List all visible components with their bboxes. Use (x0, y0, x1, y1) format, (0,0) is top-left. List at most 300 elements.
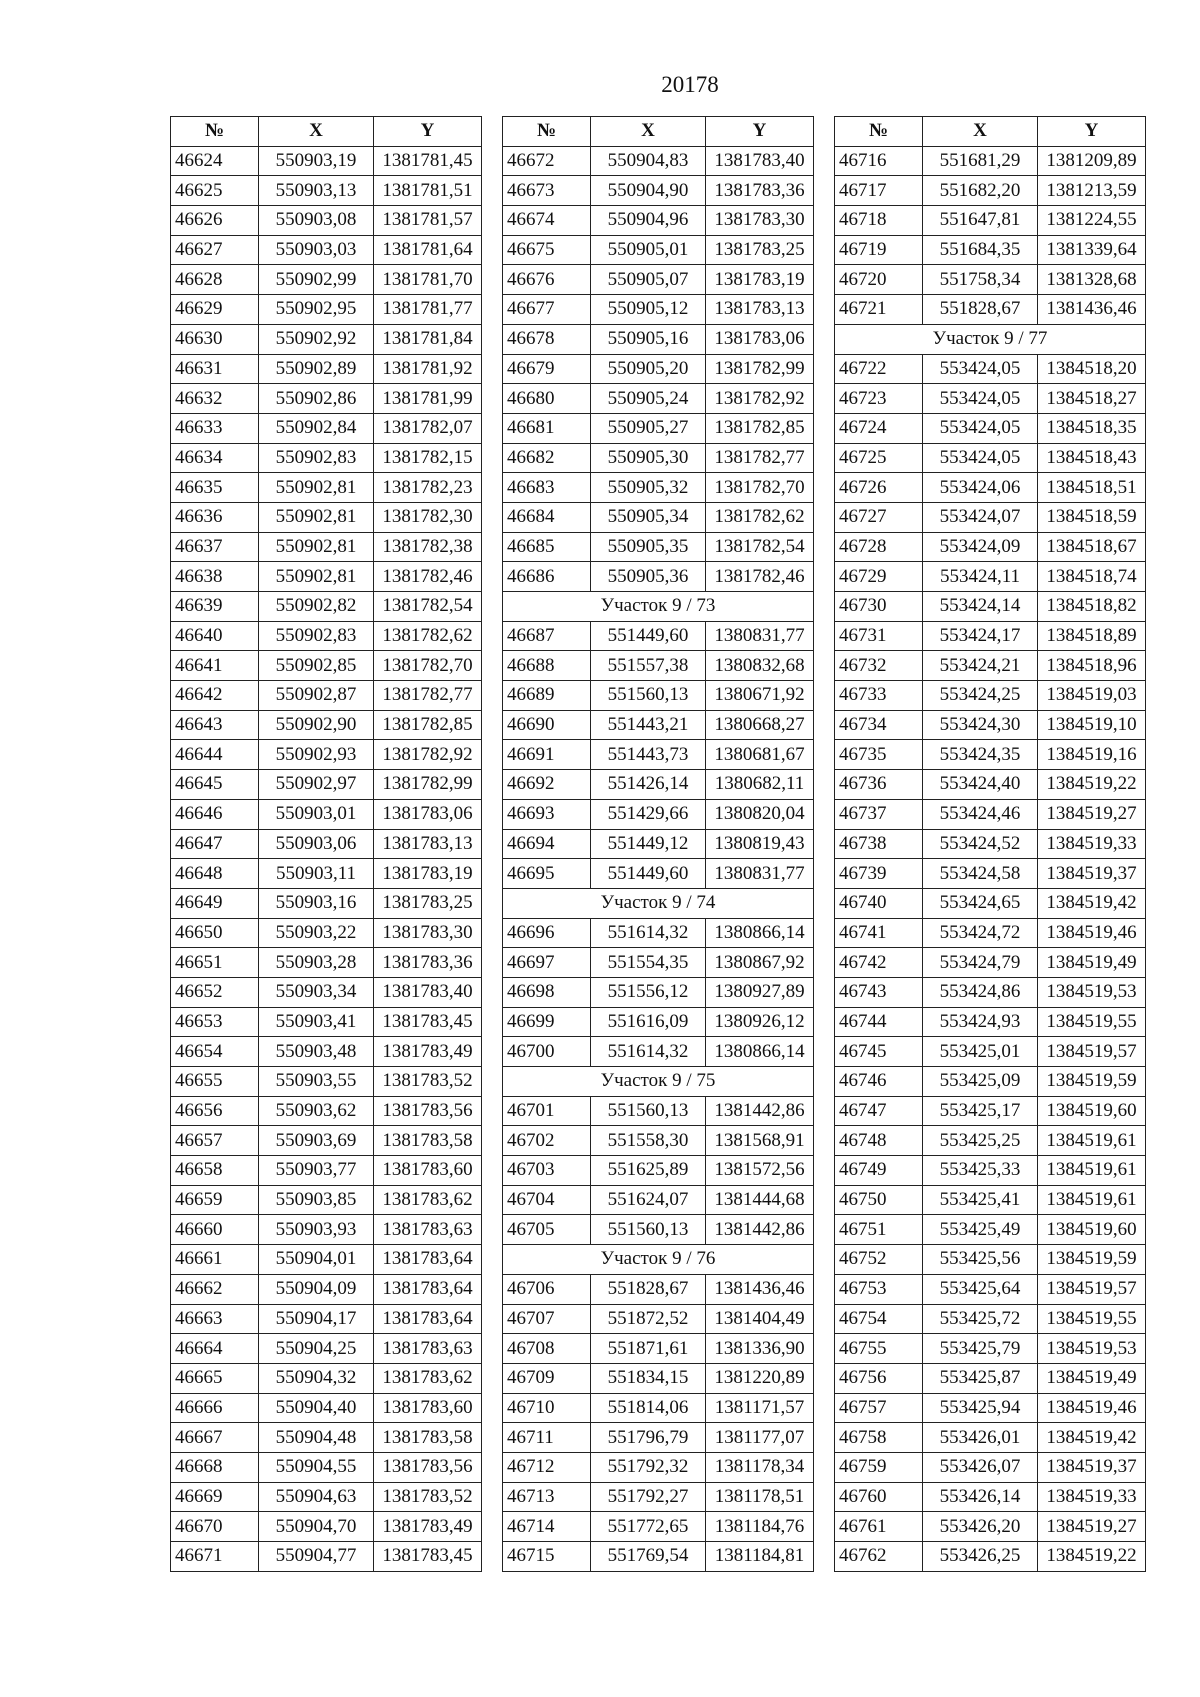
x-coordinate-cell: 550904,90 (591, 176, 706, 206)
point-number-cell: 46757 (835, 1393, 923, 1423)
x-coordinate-cell: 550903,85 (259, 1185, 374, 1215)
point-number-cell: 46743 (835, 977, 923, 1007)
x-coordinate-cell: 550905,36 (591, 562, 706, 592)
table-row (171, 1304, 482, 1334)
y-coordinate-cell: 1381444,68 (706, 1185, 814, 1215)
table-row (835, 413, 1146, 443)
point-number-cell: 46626 (171, 206, 259, 236)
point-number-cell: 46691 (503, 740, 591, 770)
point-number-cell: 46728 (835, 532, 923, 562)
header-number: № (503, 117, 591, 147)
point-number-cell: 46650 (171, 918, 259, 948)
point-number-cell: 46686 (503, 562, 591, 592)
point-number-cell: 46717 (835, 176, 923, 206)
x-coordinate-cell: 551624,07 (591, 1185, 706, 1215)
table-row (171, 770, 482, 800)
y-coordinate-cell: 1384518,74 (1038, 562, 1146, 592)
y-coordinate-cell: 1381404,49 (706, 1304, 814, 1334)
x-coordinate-cell: 553424,05 (923, 354, 1038, 384)
y-coordinate-cell: 1384519,33 (1038, 829, 1146, 859)
point-number-cell: 46734 (835, 710, 923, 740)
point-number-cell: 46631 (171, 354, 259, 384)
point-number-cell: 46709 (503, 1363, 591, 1393)
point-number-cell: 46716 (835, 146, 923, 176)
table-row (503, 1185, 814, 1215)
table-row (171, 443, 482, 473)
x-coordinate-cell: 550903,01 (259, 799, 374, 829)
table-row (171, 977, 482, 1007)
x-coordinate-cell: 550903,69 (259, 1126, 374, 1156)
point-number-cell: 46641 (171, 651, 259, 681)
header-x: X (591, 117, 706, 147)
table-row (171, 146, 482, 176)
y-coordinate-cell: 1381442,86 (706, 1215, 814, 1245)
x-coordinate-cell: 551792,27 (591, 1482, 706, 1512)
table-row (835, 1274, 1146, 1304)
x-coordinate-cell: 550903,11 (259, 859, 374, 889)
table-row (835, 770, 1146, 800)
point-number-cell: 46707 (503, 1304, 591, 1334)
y-coordinate-cell: 1381178,34 (706, 1452, 814, 1482)
point-number-cell: 46633 (171, 413, 259, 443)
point-number-cell: 46739 (835, 859, 923, 889)
x-coordinate-cell: 553424,05 (923, 443, 1038, 473)
x-coordinate-cell: 550902,81 (259, 502, 374, 532)
point-number-cell: 46687 (503, 621, 591, 651)
x-coordinate-cell: 550903,28 (259, 948, 374, 978)
point-number-cell: 46729 (835, 562, 923, 592)
table-row (835, 1096, 1146, 1126)
point-number-cell: 46693 (503, 799, 591, 829)
y-coordinate-cell: 1381171,57 (706, 1393, 814, 1423)
x-coordinate-cell: 553424,07 (923, 502, 1038, 532)
table-row (835, 384, 1146, 414)
point-number-cell: 46711 (503, 1423, 591, 1453)
table-row (171, 1007, 482, 1037)
point-number-cell: 46724 (835, 413, 923, 443)
x-coordinate-cell: 550903,77 (259, 1156, 374, 1186)
y-coordinate-cell: 1381783,19 (374, 859, 482, 889)
table-row (171, 473, 482, 503)
point-number-cell: 46699 (503, 1007, 591, 1037)
point-number-cell: 46749 (835, 1156, 923, 1186)
x-coordinate-cell: 550902,83 (259, 443, 374, 473)
table-row (171, 651, 482, 681)
table-row (503, 1156, 814, 1186)
point-number-cell: 46718 (835, 206, 923, 236)
x-coordinate-cell: 553425,01 (923, 1037, 1038, 1067)
point-number-cell: 46664 (171, 1334, 259, 1364)
x-coordinate-cell: 551834,15 (591, 1363, 706, 1393)
point-number-cell: 46671 (171, 1542, 259, 1572)
table-row (835, 948, 1146, 978)
table-row (503, 710, 814, 740)
table-row (171, 1512, 482, 1542)
point-number-cell: 46651 (171, 948, 259, 978)
y-coordinate-cell: 1380927,89 (706, 977, 814, 1007)
x-coordinate-cell: 551443,73 (591, 740, 706, 770)
table-row (835, 1215, 1146, 1245)
header-row (171, 117, 482, 147)
table-row (835, 206, 1146, 236)
y-coordinate-cell: 1384519,49 (1038, 1363, 1146, 1393)
y-coordinate-cell: 1380832,68 (706, 651, 814, 681)
y-coordinate-cell: 1381782,46 (374, 562, 482, 592)
table-row (835, 918, 1146, 948)
point-number-cell: 46681 (503, 413, 591, 443)
y-coordinate-cell: 1381783,58 (374, 1423, 482, 1453)
table-row (171, 1452, 482, 1482)
x-coordinate-cell: 553425,64 (923, 1274, 1038, 1304)
point-number-cell: 46689 (503, 681, 591, 711)
y-coordinate-cell: 1381781,84 (374, 324, 482, 354)
table-row (835, 235, 1146, 265)
x-coordinate-cell: 550904,77 (259, 1542, 374, 1572)
section-row (503, 1067, 814, 1097)
table-row (503, 770, 814, 800)
y-coordinate-cell: 1381782,99 (374, 770, 482, 800)
table-row (171, 799, 482, 829)
point-number-cell: 46715 (503, 1542, 591, 1572)
point-number-cell: 46662 (171, 1274, 259, 1304)
coordinates-table-3 (834, 116, 1146, 1572)
y-coordinate-cell: 1381783,36 (706, 176, 814, 206)
table-row (171, 681, 482, 711)
y-coordinate-cell: 1381184,81 (706, 1542, 814, 1572)
table-row (171, 1542, 482, 1572)
x-coordinate-cell: 550902,89 (259, 354, 374, 384)
point-number-cell: 46719 (835, 235, 923, 265)
table-row (171, 918, 482, 948)
x-coordinate-cell: 553425,41 (923, 1185, 1038, 1215)
y-coordinate-cell: 1381783,60 (374, 1156, 482, 1186)
x-coordinate-cell: 553426,14 (923, 1482, 1038, 1512)
x-coordinate-cell: 551828,67 (923, 295, 1038, 325)
x-coordinate-cell: 550904,55 (259, 1452, 374, 1482)
section-title: Участок 9 / 74 (503, 888, 814, 918)
point-number-cell: 46727 (835, 502, 923, 532)
x-coordinate-cell: 550905,30 (591, 443, 706, 473)
table-row (171, 1245, 482, 1275)
y-coordinate-cell: 1384519,59 (1038, 1245, 1146, 1275)
x-coordinate-cell: 553425,17 (923, 1096, 1038, 1126)
table-row (503, 1452, 814, 1482)
x-coordinate-cell: 551426,14 (591, 770, 706, 800)
x-coordinate-cell: 550903,19 (259, 146, 374, 176)
point-number-cell: 46704 (503, 1185, 591, 1215)
y-coordinate-cell: 1381783,58 (374, 1126, 482, 1156)
point-number-cell: 46637 (171, 532, 259, 562)
x-coordinate-cell: 550902,87 (259, 681, 374, 711)
table-row (503, 1037, 814, 1067)
point-number-cell: 46640 (171, 621, 259, 651)
table-row (835, 295, 1146, 325)
table-row (171, 1156, 482, 1186)
x-coordinate-cell: 551560,13 (591, 681, 706, 711)
point-number-cell: 46675 (503, 235, 591, 265)
y-coordinate-cell: 1384519,37 (1038, 859, 1146, 889)
y-coordinate-cell: 1381336,90 (706, 1334, 814, 1364)
y-coordinate-cell: 1384519,42 (1038, 1423, 1146, 1453)
table-row (171, 532, 482, 562)
point-number-cell: 46679 (503, 354, 591, 384)
table-row (835, 265, 1146, 295)
section-row (503, 888, 814, 918)
table-row (503, 502, 814, 532)
y-coordinate-cell: 1381783,19 (706, 265, 814, 295)
point-number-cell: 46712 (503, 1452, 591, 1482)
point-number-cell: 46678 (503, 324, 591, 354)
y-coordinate-cell: 1381783,25 (706, 235, 814, 265)
table-row (835, 562, 1146, 592)
table-row (503, 1393, 814, 1423)
x-coordinate-cell: 551554,35 (591, 948, 706, 978)
table-row (171, 502, 482, 532)
x-coordinate-cell: 550905,20 (591, 354, 706, 384)
y-coordinate-cell: 1380681,67 (706, 740, 814, 770)
x-coordinate-cell: 553424,65 (923, 888, 1038, 918)
header-row (835, 117, 1146, 147)
header-x: X (923, 117, 1038, 147)
table-row (171, 710, 482, 740)
table-row (503, 295, 814, 325)
point-number-cell: 46658 (171, 1156, 259, 1186)
point-number-cell: 46721 (835, 295, 923, 325)
x-coordinate-cell: 551449,12 (591, 829, 706, 859)
y-coordinate-cell: 1380866,14 (706, 918, 814, 948)
table-row (835, 1126, 1146, 1156)
x-coordinate-cell: 550902,81 (259, 473, 374, 503)
x-coordinate-cell: 550904,32 (259, 1363, 374, 1393)
table-row (503, 859, 814, 889)
table-row (171, 740, 482, 770)
header-row (503, 117, 814, 147)
point-number-cell: 46636 (171, 502, 259, 532)
x-coordinate-cell: 553425,49 (923, 1215, 1038, 1245)
x-coordinate-cell: 550902,85 (259, 651, 374, 681)
point-number-cell: 46630 (171, 324, 259, 354)
point-number-cell: 46644 (171, 740, 259, 770)
y-coordinate-cell: 1381781,57 (374, 206, 482, 236)
table-row (171, 1126, 482, 1156)
point-number-cell: 46752 (835, 1245, 923, 1275)
point-number-cell: 46688 (503, 651, 591, 681)
section-row (835, 324, 1146, 354)
x-coordinate-cell: 551828,67 (591, 1274, 706, 1304)
x-coordinate-cell: 550904,63 (259, 1482, 374, 1512)
table-row (835, 443, 1146, 473)
header-number: № (171, 117, 259, 147)
table-row (503, 799, 814, 829)
x-coordinate-cell: 551796,79 (591, 1423, 706, 1453)
y-coordinate-cell: 1381781,92 (374, 354, 482, 384)
x-coordinate-cell: 550902,95 (259, 295, 374, 325)
table-row (503, 146, 814, 176)
table-row (835, 681, 1146, 711)
x-coordinate-cell: 550902,81 (259, 562, 374, 592)
point-number-cell: 46635 (171, 473, 259, 503)
point-number-cell: 46666 (171, 1393, 259, 1423)
point-number-cell: 46755 (835, 1334, 923, 1364)
table-row (503, 413, 814, 443)
point-number-cell: 46652 (171, 977, 259, 1007)
x-coordinate-cell: 550903,41 (259, 1007, 374, 1037)
header-y: Y (374, 117, 482, 147)
y-coordinate-cell: 1384519,61 (1038, 1156, 1146, 1186)
x-coordinate-cell: 553424,58 (923, 859, 1038, 889)
table-row (503, 443, 814, 473)
table-row (171, 176, 482, 206)
y-coordinate-cell: 1381782,99 (706, 354, 814, 384)
section-title: Участок 9 / 73 (503, 592, 814, 622)
y-coordinate-cell: 1384519,22 (1038, 1542, 1146, 1572)
table-row (835, 710, 1146, 740)
point-number-cell: 46702 (503, 1126, 591, 1156)
table-row (503, 1512, 814, 1542)
x-coordinate-cell: 551557,38 (591, 651, 706, 681)
y-coordinate-cell: 1384519,33 (1038, 1482, 1146, 1512)
x-coordinate-cell: 553424,05 (923, 413, 1038, 443)
y-coordinate-cell: 1381328,68 (1038, 265, 1146, 295)
y-coordinate-cell: 1384519,37 (1038, 1452, 1146, 1482)
point-number-cell: 46660 (171, 1215, 259, 1245)
y-coordinate-cell: 1381783,06 (374, 799, 482, 829)
y-coordinate-cell: 1381783,40 (374, 977, 482, 1007)
y-coordinate-cell: 1380867,92 (706, 948, 814, 978)
x-coordinate-cell: 553424,52 (923, 829, 1038, 859)
point-number-cell: 46642 (171, 681, 259, 711)
y-coordinate-cell: 1384519,61 (1038, 1126, 1146, 1156)
table-row (171, 948, 482, 978)
point-number-cell: 46742 (835, 948, 923, 978)
point-number-cell: 46639 (171, 592, 259, 622)
table-row (835, 740, 1146, 770)
x-coordinate-cell: 553424,72 (923, 918, 1038, 948)
point-number-cell: 46624 (171, 146, 259, 176)
x-coordinate-cell: 551769,54 (591, 1542, 706, 1572)
table-row (503, 206, 814, 236)
x-coordinate-cell: 550903,62 (259, 1096, 374, 1126)
point-number-cell: 46762 (835, 1542, 923, 1572)
x-coordinate-cell: 551614,32 (591, 918, 706, 948)
y-coordinate-cell: 1384519,60 (1038, 1096, 1146, 1126)
x-coordinate-cell: 553426,07 (923, 1452, 1038, 1482)
point-number-cell: 46714 (503, 1512, 591, 1542)
y-coordinate-cell: 1381177,07 (706, 1423, 814, 1453)
coordinates-table-1 (170, 116, 482, 1572)
y-coordinate-cell: 1380926,12 (706, 1007, 814, 1037)
point-number-cell: 46665 (171, 1363, 259, 1393)
x-coordinate-cell: 551872,52 (591, 1304, 706, 1334)
table-row (171, 235, 482, 265)
y-coordinate-cell: 1381178,51 (706, 1482, 814, 1512)
point-number-cell: 46700 (503, 1037, 591, 1067)
table-row (503, 681, 814, 711)
point-number-cell: 46674 (503, 206, 591, 236)
point-number-cell: 46697 (503, 948, 591, 978)
point-number-cell: 46740 (835, 888, 923, 918)
table-row (171, 621, 482, 651)
y-coordinate-cell: 1384519,61 (1038, 1185, 1146, 1215)
x-coordinate-cell: 553425,33 (923, 1156, 1038, 1186)
table-row (171, 1096, 482, 1126)
x-coordinate-cell: 551558,30 (591, 1126, 706, 1156)
point-number-cell: 46748 (835, 1126, 923, 1156)
x-coordinate-cell: 553425,72 (923, 1304, 1038, 1334)
point-number-cell: 46677 (503, 295, 591, 325)
x-coordinate-cell: 550903,48 (259, 1037, 374, 1067)
point-number-cell: 46705 (503, 1215, 591, 1245)
y-coordinate-cell: 1381782,38 (374, 532, 482, 562)
x-coordinate-cell: 550903,06 (259, 829, 374, 859)
y-coordinate-cell: 1384519,57 (1038, 1037, 1146, 1067)
x-coordinate-cell: 550904,96 (591, 206, 706, 236)
x-coordinate-cell: 550902,82 (259, 592, 374, 622)
x-coordinate-cell: 551556,12 (591, 977, 706, 1007)
point-number-cell: 46670 (171, 1512, 259, 1542)
y-coordinate-cell: 1380682,11 (706, 770, 814, 800)
x-coordinate-cell: 553424,11 (923, 562, 1038, 592)
table-row (835, 1007, 1146, 1037)
y-coordinate-cell: 1381782,85 (374, 710, 482, 740)
table-row (835, 532, 1146, 562)
x-coordinate-cell: 550903,55 (259, 1067, 374, 1097)
x-coordinate-cell: 550903,22 (259, 918, 374, 948)
table-row (171, 324, 482, 354)
point-number-cell: 46759 (835, 1452, 923, 1482)
x-coordinate-cell: 550904,70 (259, 1512, 374, 1542)
y-coordinate-cell: 1381436,46 (706, 1274, 814, 1304)
x-coordinate-cell: 553424,09 (923, 532, 1038, 562)
point-number-cell: 46682 (503, 443, 591, 473)
y-coordinate-cell: 1381783,56 (374, 1452, 482, 1482)
y-coordinate-cell: 1381783,49 (374, 1512, 482, 1542)
table-row (503, 1215, 814, 1245)
y-coordinate-cell: 1384519,57 (1038, 1274, 1146, 1304)
x-coordinate-cell: 551814,06 (591, 1393, 706, 1423)
table-row (835, 1423, 1146, 1453)
point-number-cell: 46723 (835, 384, 923, 414)
table-row (503, 977, 814, 1007)
point-number-cell: 46732 (835, 651, 923, 681)
x-coordinate-cell: 550902,83 (259, 621, 374, 651)
table-row (503, 265, 814, 295)
x-coordinate-cell: 553426,01 (923, 1423, 1038, 1453)
table-row (503, 740, 814, 770)
table-row (171, 206, 482, 236)
y-coordinate-cell: 1381783,56 (374, 1096, 482, 1126)
table-row (171, 1363, 482, 1393)
table-row (835, 1304, 1146, 1334)
point-number-cell: 46629 (171, 295, 259, 325)
table-row (171, 295, 482, 325)
y-coordinate-cell: 1381783,30 (374, 918, 482, 948)
section-title: Участок 9 / 75 (503, 1067, 814, 1097)
point-number-cell: 46657 (171, 1126, 259, 1156)
x-coordinate-cell: 550903,16 (259, 888, 374, 918)
y-coordinate-cell: 1381781,99 (374, 384, 482, 414)
x-coordinate-cell: 553426,25 (923, 1542, 1038, 1572)
point-number-cell: 46656 (171, 1096, 259, 1126)
point-number-cell: 46668 (171, 1452, 259, 1482)
table-row (171, 1215, 482, 1245)
x-coordinate-cell: 550903,03 (259, 235, 374, 265)
point-number-cell: 46648 (171, 859, 259, 889)
table-row (503, 1482, 814, 1512)
point-number-cell: 46632 (171, 384, 259, 414)
y-coordinate-cell: 1381782,62 (374, 621, 482, 651)
point-number-cell: 46625 (171, 176, 259, 206)
